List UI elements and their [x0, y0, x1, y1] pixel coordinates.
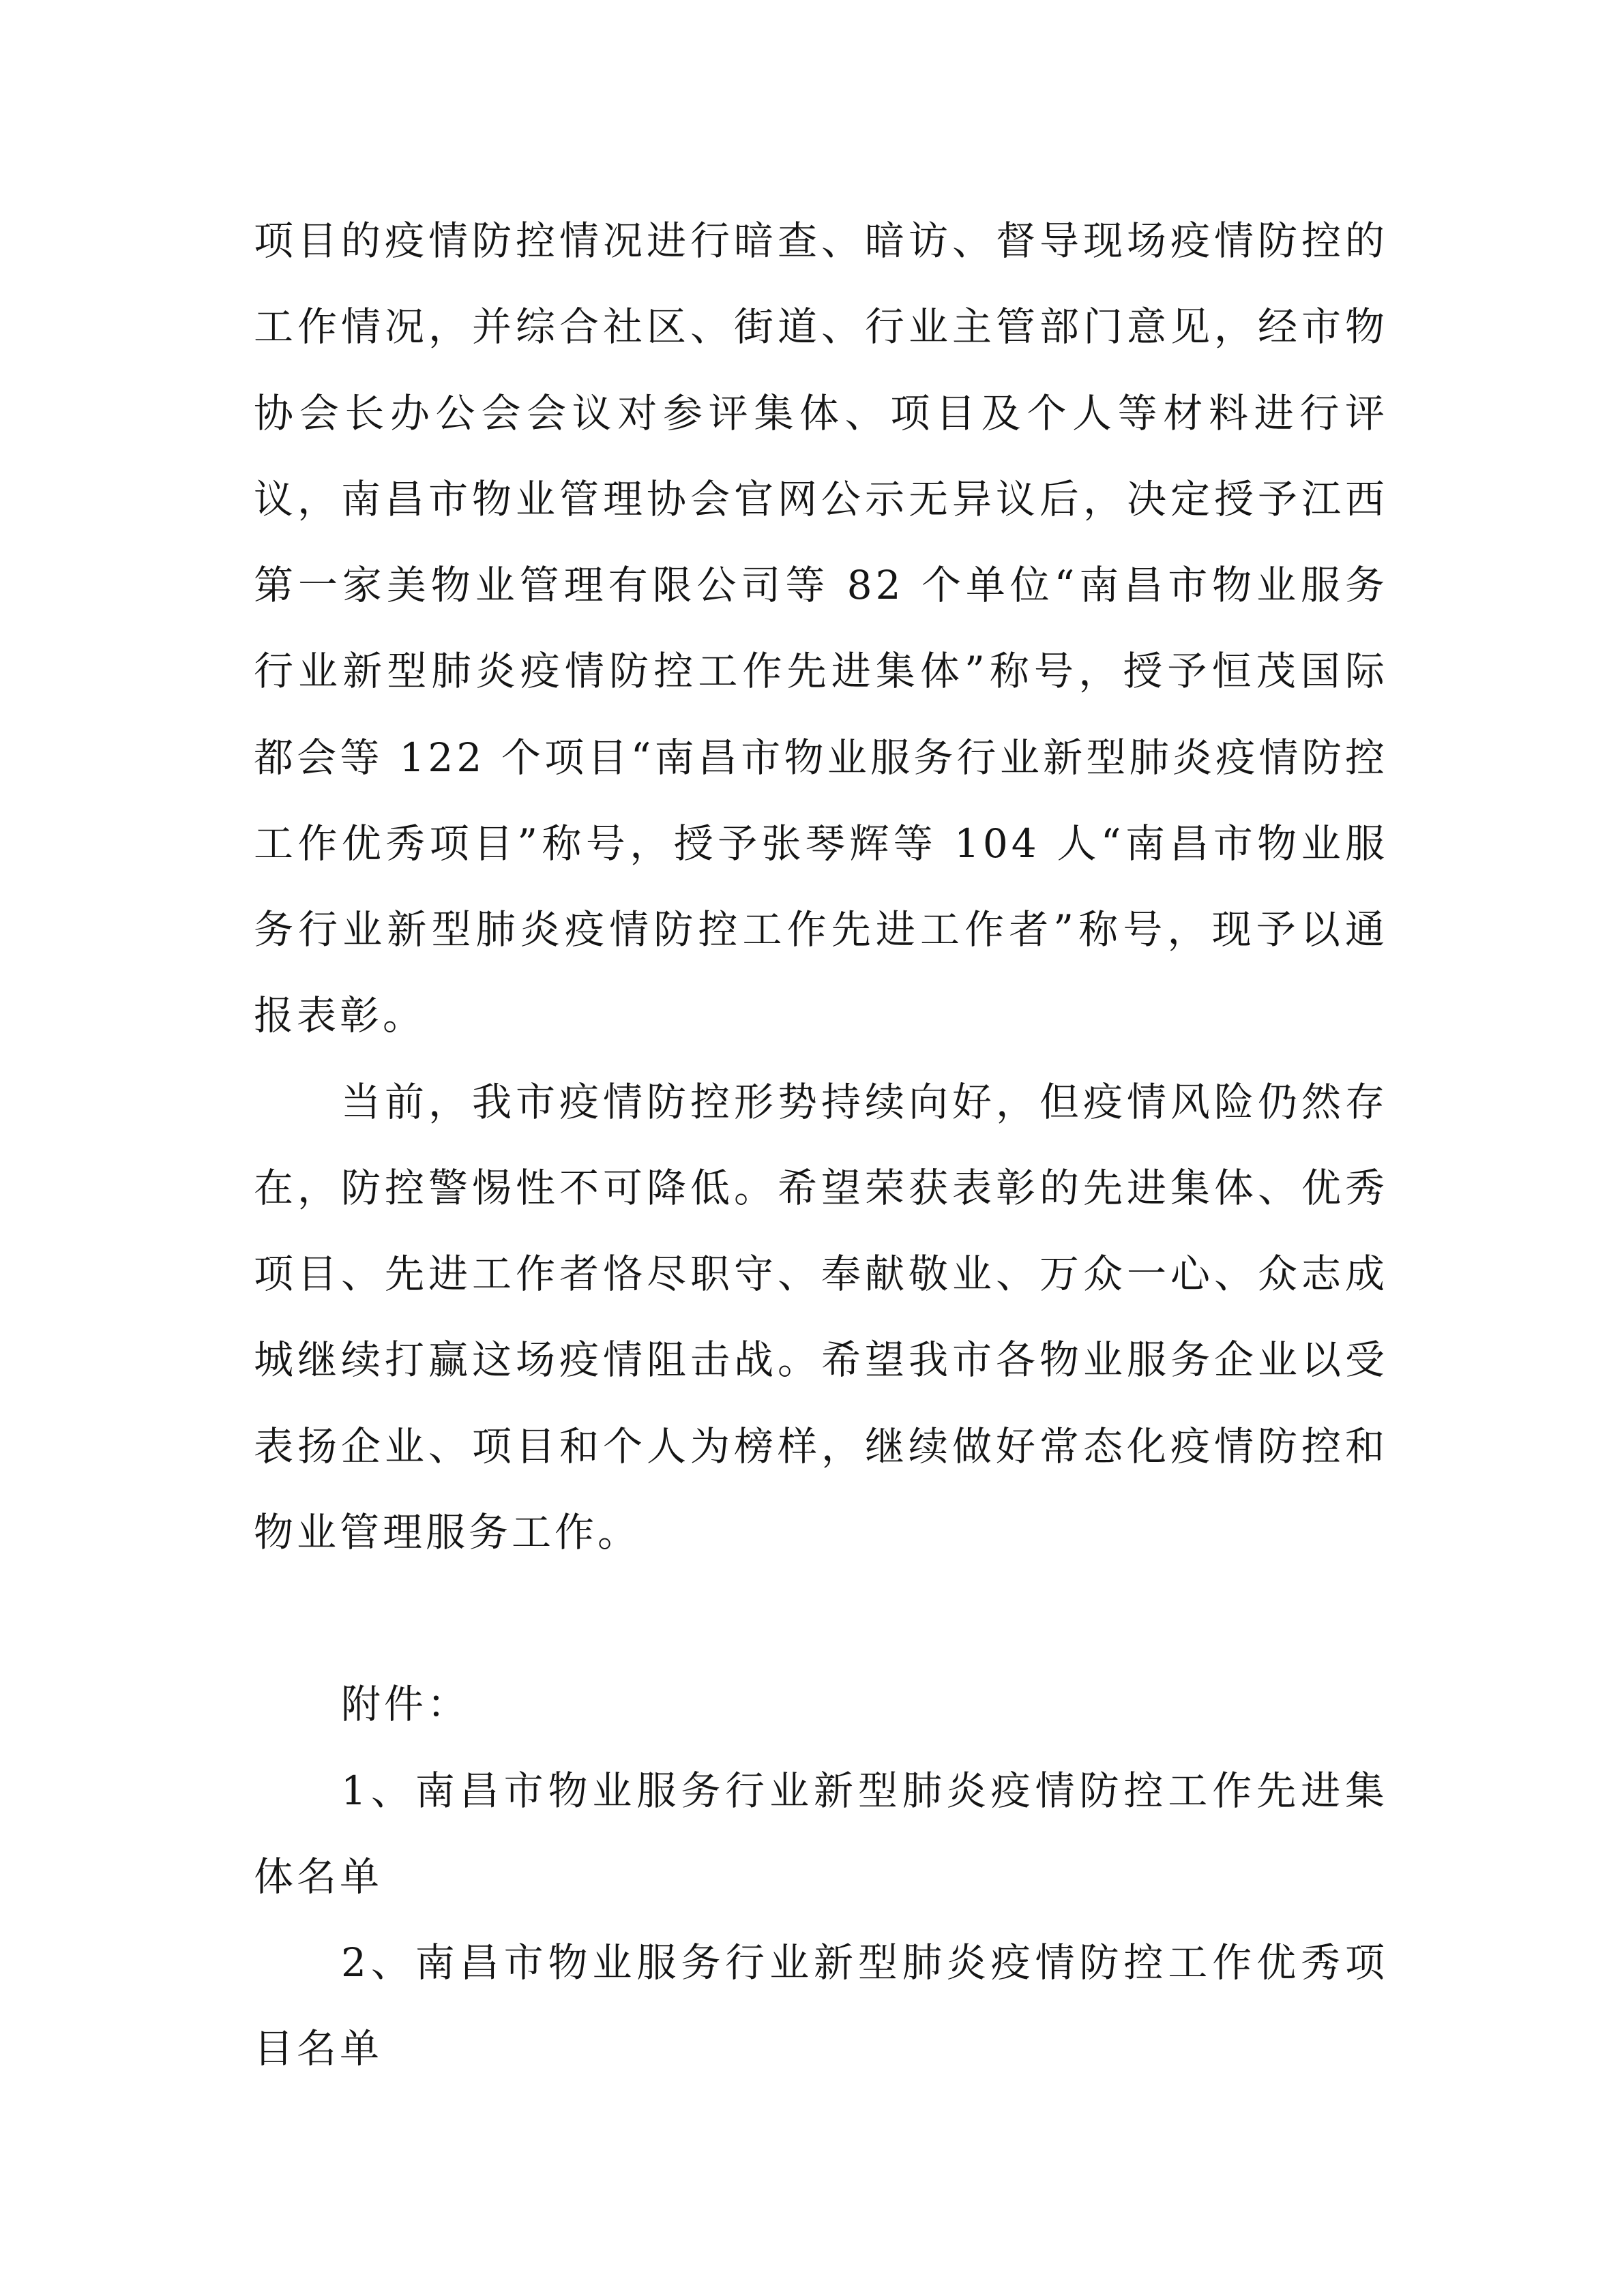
attachment-item-1	[254, 1748, 1388, 1920]
attachment-line: 1、南昌市物业服务行业新型肺炎疫情防控工作先进集	[341, 1767, 1388, 1814]
paragraph-line: 行业新型肺炎疫情防控工作先进集体”称号，授予恒茂国际	[254, 648, 1388, 695]
paragraph-line: 议，南昌市物业管理协会官网公示无异议后，决定授予江西	[254, 475, 1388, 522]
attachment-line: 目名单	[254, 2025, 383, 2072]
paragraph-line: 务行业新型肺炎疫情防控工作先进工作者”称号，现予以通	[254, 906, 1388, 953]
paragraph-line: 工作情况，并综合社区、街道、行业主管部门意见，经市物	[254, 303, 1388, 351]
paragraph-line: 当前，我市疫情防控形势持续向好，但疫情风险仍然存	[341, 1078, 1388, 1125]
paragraph-line: 协会长办公会会议对参评集体、项目及个人等材料进行评	[254, 389, 1388, 436]
attachment-item-2	[254, 1920, 1388, 2092]
paragraph-line: 在，防控警惕性不可降低。希望荣获表彰的先进集体、优秀	[254, 1164, 1388, 1211]
paragraph-line: 工作优秀项目”称号，授予张琴辉等 104 人“南昌市物业服	[254, 820, 1388, 867]
paragraph-line: 物业管理服务工作。	[254, 1508, 641, 1555]
paragraph-commendation	[254, 198, 1388, 1059]
paragraph-line: 项目、先进工作者恪尽职守、奉献敬业、万众一心、众志成	[254, 1251, 1388, 1297]
paragraph-line: 都会等 122 个项目“南昌市物业服务行业新型肺炎疫情防控	[254, 734, 1388, 781]
attachment-line: 体名单	[254, 1853, 383, 1900]
paragraph-line: 报表彰。	[254, 992, 426, 1039]
paragraph-line: 第一家美物业管理有限公司等 82 个单位“南昌市物业服务	[254, 562, 1388, 608]
paragraph-line: 城继续打赢这场疫情阻击战。希望我市各物业服务企业以受	[254, 1337, 1388, 1384]
attachments-heading: 附件：	[341, 1681, 471, 1728]
attachments-section	[254, 1661, 1388, 2091]
paragraph-line: 表扬企业、项目和个人为榜样，继续做好常态化疫情防控和	[254, 1422, 1388, 1470]
blank-line	[254, 1575, 1388, 1661]
paragraph-line: 项目的疫情防控情况进行暗查、暗访、督导现场疫情防控的	[254, 218, 1388, 264]
attachment-line: 2、南昌市物业服务行业新型肺炎疫情防控工作优秀项	[341, 1939, 1388, 1986]
paragraph-expectation	[254, 1059, 1388, 1576]
document-body	[254, 198, 1388, 2092]
